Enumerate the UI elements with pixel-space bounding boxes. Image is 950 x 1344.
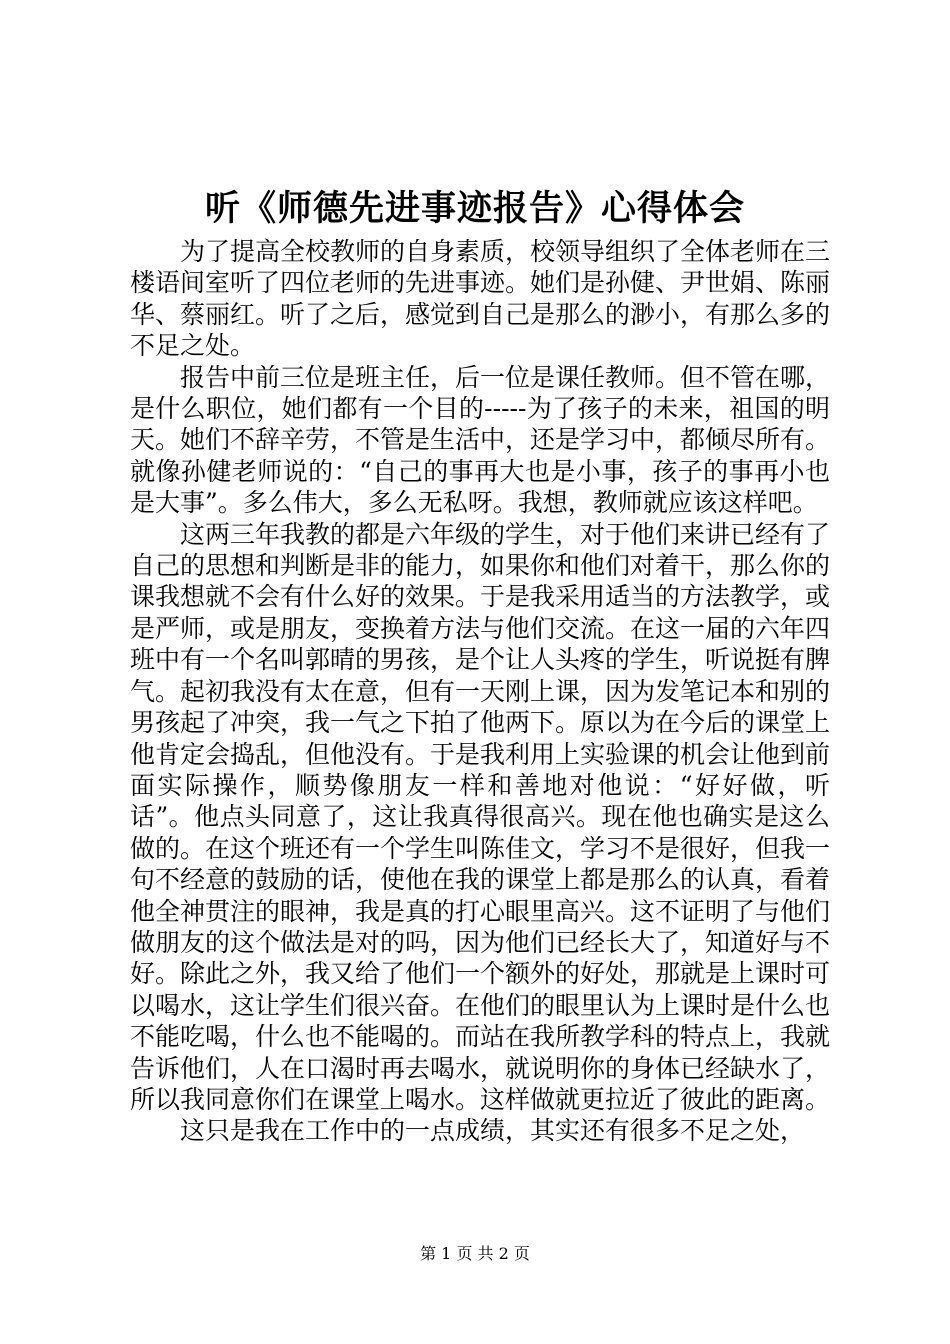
paragraph-1: 为了提高全校教师的自身素质，校领导组织了全体老师在三楼语间室听了四位老师的先进事迹。她们是孙健、尹世娟、陈丽华、蔡丽红。听了之后，感觉到自己是那么的渺小，有那么多的不足之处。 <box>130 237 831 361</box>
paragraph-4: 这只是我在工作中的一点成绩，其实还有很多不足之处， <box>180 1116 806 1146</box>
document-title: 听《师德先进事迹报告》心得体会 <box>204 188 745 229</box>
paragraph-3: 这两三年我教的都是六年级的学生，对于他们来讲已经有了自己的思想和判断是非的能力，如果你和他们对着干，那么你的课我想就不会有什么好的效果。于是我采用适当的方法教学，或是严师，或是朋友，变换着方法与他们交流。在这一届的六年四班中有一个名叫郭晴的男孩，是个让人头疼的学生，听说挺有脾气。起初我没有太在意，但有一天刚上课，因为发笔记本和别的男孩起了冲突，我一气之下拍了他两下。原以为在今后的课堂上他肯定会捣乱，但他没有。于是我利用上实验课的机会让他到前面实际操作，顺势像朋友一样和善地对他说：“好好做，听话”。他点头同意了，这让我真得很高兴。现在他也确实是这么做的。在这个班还有一个学生叫陈佳文，学习不是很好，但我一句不经意的鼓励的话，使他在我的课堂上都是那么的认真，看着他全神贯注的眼神，我是真的打心眼里高兴。这不证明了与他们做朋友的这个做法是对的吗，因为他们已经长大了，知道好与不好。除此之外，我又给了他们一个额外的好处，那就是上课时可以喝水，这让学生们很兴奋。在他们的眼里认为上课时是什么也不能吃喝，什么也不能喝的。而站在我所教学科的特点上，我就告诉他们，人在口渴时再去喝水，就说明你的身体已经缺水了，所以我同意你们在课堂上喝水。这样做就更拉近了彼此的距离。 <box>130 519 831 1114</box>
page-number-footer: 第 1 页 共 2 页 <box>420 1244 530 1263</box>
paragraph-2: 报告中前三位是班主任，后一位是课任教师。但不管在哪，是什么职位，她们都有一个目的-----为了孩子的未来，祖国的明天。她们不辞辛劳，不管是生活中，还是学习中，都倾尽所有。就像孙健老师说的：“自己的事再大也是小事，孩子的事再小也是大事”。多么伟大，多么无私呀。我想，教师就应该这样吧。 <box>130 362 831 518</box>
document-body <box>130 236 830 1147</box>
